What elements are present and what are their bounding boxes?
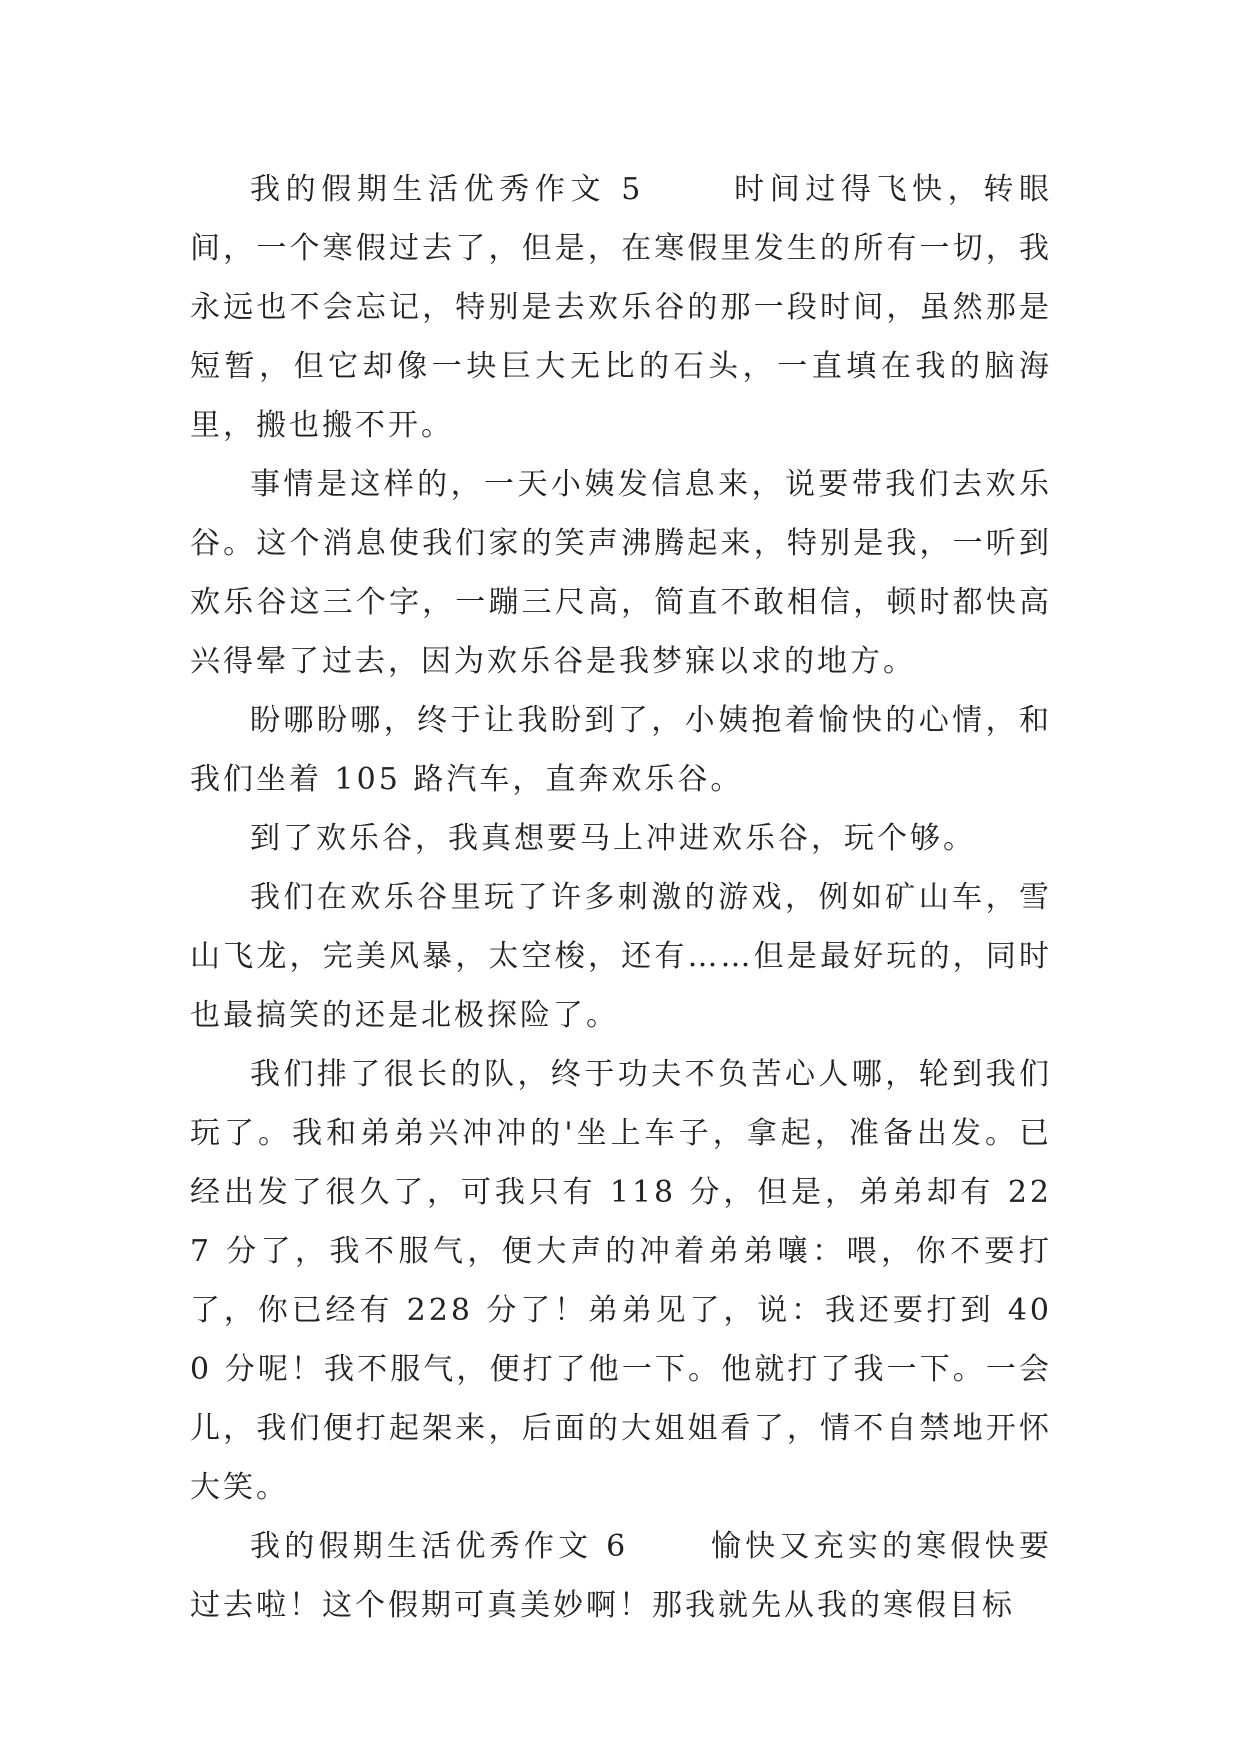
paragraph-text: 时间过得飞快，转眼间，一个寒假过去了，但是，在寒假里发生的所有一切，我永远也不会忘记，特别是去欢乐谷的那一段时间，虽然那是短暂，但它却像一块巨大无比的石头，一直填在我的脑海里，搬也搬不开。 xyxy=(190,172,1053,443)
paragraph-arctic-adventure xyxy=(190,1045,1052,1517)
paragraph-essay-6-intro xyxy=(190,1517,1052,1635)
paragraph-text: 我们排了很长的队，终于功夫不负苦心人哪，轮到我们玩了。我和弟弟兴冲冲的'坐上车子，拿起，准备出发。已经出发了很久了，可我只有 118 分，但是，弟弟却有 227 分了，我不服气，便大声的冲着弟弟嚷：喂，你不要打了，你已经有 228 分了！弟弟见了，说：我还要打到 400 分呢！我不服气，便打了他一下。他就打了我一下。一会儿，我们便打起架来，后面的大姐姐看了，情不自禁地开怀大笑。 xyxy=(190,1057,1052,1505)
document-body xyxy=(190,160,1052,1635)
paragraph-waiting xyxy=(190,691,1052,809)
paragraph-text: 到了欢乐谷，我真想要马上冲进欢乐谷，玩个够。 xyxy=(250,821,976,856)
paragraph-text: 盼哪盼哪，终于让我盼到了，小姨抱着愉快的心情，和我们坐着 105 路汽车，直奔欢乐谷。 xyxy=(190,703,1052,797)
essay-heading-5: 我的假期生活优秀作文 5 xyxy=(250,172,644,207)
paragraph-text: 愉快又充实的寒假快要过去啦！这个假期可真美妙啊！那我就先从我的寒假目标 xyxy=(190,1529,1053,1623)
paragraph-text: 事情是这样的，一天小姨发信息来，说要带我们去欢乐谷。这个消息使我们家的笑声沸腾起来，特别是我，一听到欢乐谷这三个字，一蹦三尺高，简直不敢相信，顿时都快高兴得晕了过去，因为欢乐谷是我梦寐以求的地方。 xyxy=(190,467,1052,679)
paragraph-essay-5-intro xyxy=(190,160,1052,455)
essay-heading-6: 我的假期生活优秀作文 6 xyxy=(250,1529,629,1564)
paragraph-news xyxy=(190,455,1052,691)
paragraph-games xyxy=(190,868,1052,1045)
paragraph-arrival xyxy=(190,809,1052,868)
paragraph-text: 我们在欢乐谷里玩了许多刺激的游戏，例如矿山车，雪山飞龙，完美风暴，太空梭，还有……但是最好玩的，同时也最搞笑的还是北极探险了。 xyxy=(190,880,1052,1033)
